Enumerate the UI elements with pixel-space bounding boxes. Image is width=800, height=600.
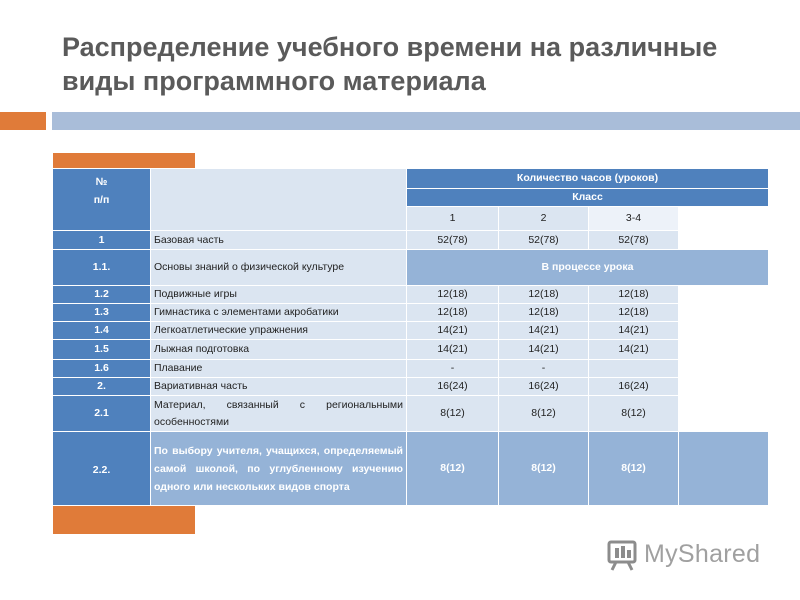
table-row: [53, 432, 769, 506]
row-value-1: 8(12): [407, 432, 499, 506]
header-gap: [679, 207, 769, 231]
row-value-3: 14(21): [589, 340, 679, 360]
row-value-2: 12(18): [499, 304, 589, 322]
row-gap: [679, 231, 769, 250]
row-value-3: 12(18): [589, 304, 679, 322]
row-value-3: [589, 360, 679, 378]
row-num: 1.2: [53, 286, 151, 304]
row-note-in-lesson: В процессе урока: [407, 250, 769, 286]
row-value-2: -: [499, 360, 589, 378]
row-value-1: 12(18): [407, 286, 499, 304]
row-name: Материал, связанный с региональными особенностями: [151, 396, 407, 432]
row-name: Подвижные игры: [151, 286, 407, 304]
row-value-3: 52(78): [589, 231, 679, 250]
row-name: Гимнастика с элементами акробатики: [151, 304, 407, 322]
row-name: Основы знаний о физической культуре: [151, 250, 407, 286]
header-grade-3: 3-4: [589, 207, 679, 231]
row-value-1: 12(18): [407, 304, 499, 322]
row-value-2: 8(12): [499, 396, 589, 432]
row-value-1: 14(21): [407, 322, 499, 340]
row-gap: [679, 396, 769, 432]
row-value-3: 12(18): [589, 286, 679, 304]
row-num: 1.4: [53, 322, 151, 340]
table-row: [53, 286, 769, 304]
row-value-3: 8(12): [589, 432, 679, 506]
table-row: [53, 322, 769, 340]
row-value-2: 14(21): [499, 340, 589, 360]
row-gap: [679, 360, 769, 378]
myshared-logo-icon: [606, 538, 640, 572]
row-value-2: 8(12): [499, 432, 589, 506]
row-value-2: 16(24): [499, 378, 589, 396]
header-row-1: [53, 169, 769, 189]
row-value-3: 14(21): [589, 322, 679, 340]
header-num: № п/п: [53, 169, 151, 231]
header-name-blank: [151, 169, 407, 231]
accent-bar-orange: [0, 112, 46, 130]
curriculum-table: [52, 168, 769, 506]
row-value-3: 8(12): [589, 396, 679, 432]
table-row: [53, 231, 769, 250]
row-value-2: 52(78): [499, 231, 589, 250]
row-value-1: 16(24): [407, 378, 499, 396]
row-value-1: 52(78): [407, 231, 499, 250]
table-row: [53, 304, 769, 322]
row-num: 1.1.: [53, 250, 151, 286]
row-name: Лыжная подготовка: [151, 340, 407, 360]
row-name: Легкоатлетические упражнения: [151, 322, 407, 340]
row-num: 1.3: [53, 304, 151, 322]
table-row: [53, 378, 769, 396]
row-name: Плавание: [151, 360, 407, 378]
row-num: 2.1: [53, 396, 151, 432]
slide-title: Распределение учебного времени на различные виды программного материала: [62, 32, 718, 96]
row-gap: [679, 340, 769, 360]
row-gap: [679, 304, 769, 322]
row-name: Базовая часть: [151, 231, 407, 250]
row-num: 2.2.: [53, 432, 151, 506]
row-gap: [679, 322, 769, 340]
row-num: 1: [53, 231, 151, 250]
table-row: [53, 360, 769, 378]
myshared-logo: [606, 538, 776, 572]
header-class: Класс: [407, 189, 769, 207]
table-row: [53, 396, 769, 432]
header-grade-1: 1: [407, 207, 499, 231]
row-gap: [679, 432, 769, 506]
row-num: 2.: [53, 378, 151, 396]
row-value-1: 14(21): [407, 340, 499, 360]
row-value-1: -: [407, 360, 499, 378]
table-row: [53, 340, 769, 360]
row-value-1: 8(12): [407, 396, 499, 432]
table-row: [53, 250, 769, 286]
row-value-3: 16(24): [589, 378, 679, 396]
accent-bar-blue: [52, 112, 800, 130]
row-value-2: 14(21): [499, 322, 589, 340]
row-gap: [679, 286, 769, 304]
row-num: 1.5: [53, 340, 151, 360]
header-grade-2: 2: [499, 207, 589, 231]
header-hours: Количество часов (уроков): [407, 169, 769, 189]
row-name: По выбору учителя, учащихся, определяемый самой школой, по углубленному изучению одного или нескольких видов спорта: [151, 432, 407, 506]
row-gap: [679, 378, 769, 396]
row-name: Вариативная часть: [151, 378, 407, 396]
row-value-2: 12(18): [499, 286, 589, 304]
myshared-logo-text: MyShared: [644, 540, 761, 568]
row-num: 1.6: [53, 360, 151, 378]
